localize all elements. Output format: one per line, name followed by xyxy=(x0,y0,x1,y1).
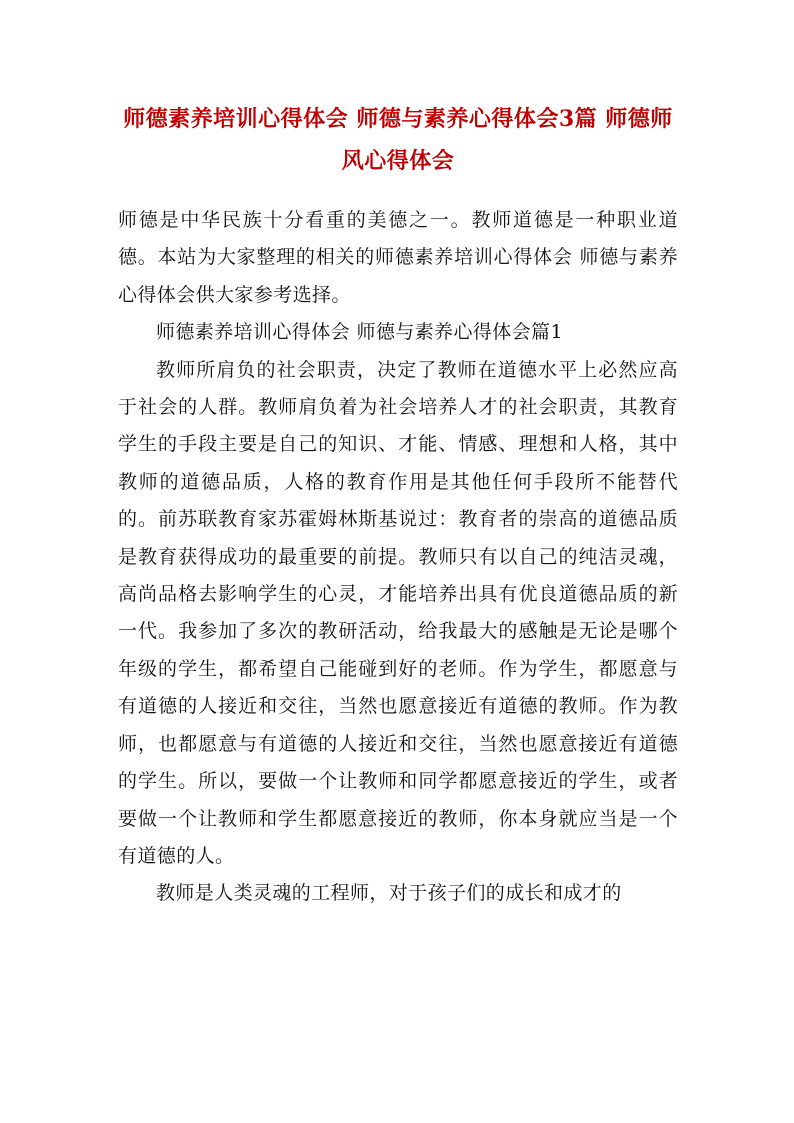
intro-paragraph: 师德是中华民族十分看重的美德之一。教师道德是一种职业道德。本站为大家整理的相关的师德素养培训心得体会 师德与素养心得体会供大家参考选择。 xyxy=(118,209,678,306)
section-heading: 师德素养培训心得体会 师德与素养心得体会篇1 xyxy=(156,321,563,344)
document-page xyxy=(118,98,678,913)
body-paragraph-2: 教师是人类灵魂的工程师，对于孩子们的成长和成才的 xyxy=(156,882,622,905)
body-paragraph-1: 教师所肩负的社会职责，决定了教师在道德水平上必然应高于社会的人群。教师肩负着为社会培养人才的社会职责，其教育学生的手段主要是自己的知识、才能、情感、理想和人格，其中教师的道德品质，人格的教育作用是其他任何手段所不能替代的。前苏联教育家苏霍姆林斯基说过：教育者的崇高的道德品质是教育获得成功的最重要的前提。教师只有以自己的纯洁灵魂，高尚品格去影响学生的心灵，才能培养出具有优良道德品质的新一代。我参加了多次的教研活动，给我最大的感触是无论是哪个年级的学生，都希望自己能碰到好的老师。作为学生，都愿意与有道德的人接近和交往，当然也愿意接近有道德的教师。作为教师，也都愿意与有道德的人接近和交往，当然也愿意接近有道德的学生。所以，要做一个让教师和同学都愿意接近的学生，或者要做一个让教师和学生都愿意接近的教师，你本身就应当是一个有道德的人。 xyxy=(118,358,678,867)
document-title: 师德素养培训心得体会 师德与素养心得体会3篇 师德师风心得体会 xyxy=(123,106,673,174)
